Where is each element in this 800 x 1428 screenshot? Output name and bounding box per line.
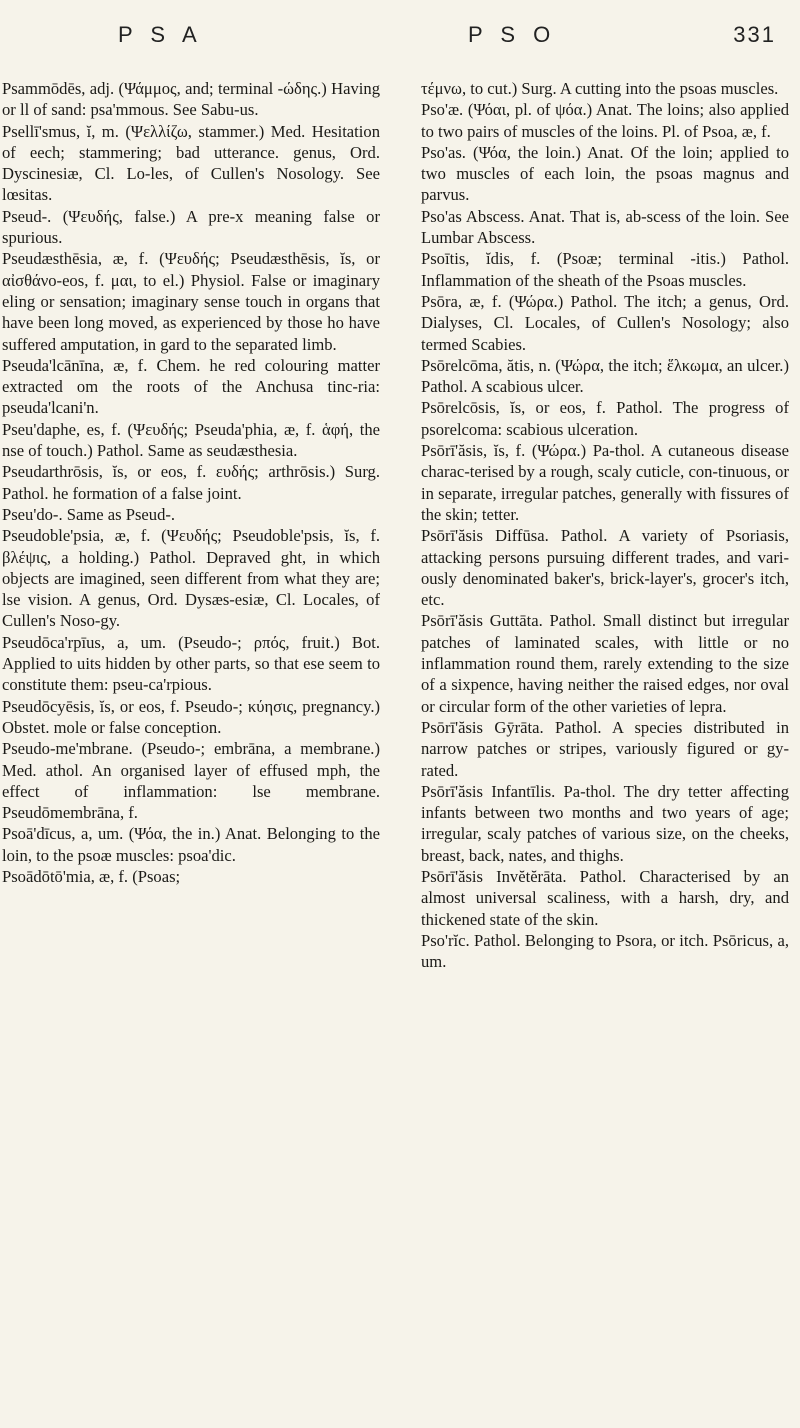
dictionary-entry: Psoītis, ĭdis, f. (Psoæ; terminal -itis.) Pathol. Inflammation of the sheath of the Psoas muscles. bbox=[421, 249, 789, 290]
dictionary-entry: Pso'as Abscess. Anat. That is, ab-scess of the loin. See Lumbar Abscess. bbox=[421, 206, 789, 248]
dictionary-entry: Psoādōtō'mia, æ, f. (Psoas; bbox=[2, 866, 181, 886]
running-head-left: P S A bbox=[118, 22, 203, 47]
dictionary-entry: Pseud-. (Ψευδής, false.) A pre-x meaning false or spurious. bbox=[2, 206, 380, 248]
dictionary-entry: τέμνω, to cut.) Surg. A cutting into the psoas muscles. bbox=[421, 79, 779, 98]
dictionary-entry: Psōra, æ, f. (Ψώρα.) Pathol. The itch; a genus, Ord. Dialyses, Cl. Locales, of Cullen's Nosology; also termed Scabies. bbox=[421, 291, 789, 354]
dictionary-entry: Psoā'dīcus, a, um. (Ψόα, the in.) Anat. Belonging to the loin, to the psoæ muscles: psoa'dic. bbox=[2, 824, 380, 865]
dictionary-entry: Pseudōca'rpīus, a, um. (Pseudo-; ρπός, fruit.) Bot. Applied to uits hidden by other parts, so that ese seem to constitute them: pseu-ca'rpious. bbox=[2, 632, 380, 695]
dictionary-entry: Psōrelcōsis, ĭs, or eos, f. Pathol. The progress of psorelcoma: scabious ulceration. bbox=[421, 398, 789, 439]
dictionary-entry: Pso'as. (Ψόα, the loin.) Anat. Of the loin; applied to two muscles of each loin, the psoas magnus and parvus. bbox=[421, 142, 789, 205]
dictionary-entry: Pseu'daphe, es, f. (Ψευδής; Pseuda'phia, æ, f. ἁφή, the nse of touch.) Pathol. Same as seudæsthesia. bbox=[2, 419, 380, 461]
dictionary-entry: Psōrī'ăsis Gȳrāta. Pathol. A species distributed in narrow patches or stripes, variously figured or gy-rated. bbox=[421, 717, 789, 780]
dictionary-entry: Pseudoble'psia, æ, f. (Ψευδής; Pseudoble'psis, ĭs, f. βλέψις, a holding.) Pathol. Depraved ght, in which objects are imagined, seen different from what they are; lse vision. A genus, Ord. Dysæs-esiæ, Cl. Locales, of Cullen's Noso-gy. bbox=[2, 526, 380, 631]
dictionary-entry: Pseudo-me'mbrane. (Pseudo-; embrāna, a membrane.) Med. athol. An organised layer of effused mph, the effect of inflammation: lse membrane. Pseudōmembrāna, f. bbox=[2, 739, 380, 823]
dictionary-entry: Pseuda'lcānīna, æ, f. Chem. he red colouring matter extracted om the roots of the Anchusa tinc-ria: pseuda'lcani'n. bbox=[2, 355, 380, 418]
dictionary-entry: Psammōdēs, adj. (Ψάμμος, and; terminal -ώδης.) Having or ll of sand: psa'mmous. See Sabu-us. bbox=[2, 79, 380, 120]
dictionary-entry: Psōrī'ăsis Infantīlis. Pa-thol. The dry tetter affecting infants between two months and two years of age; irregular, scaly patches of various size, on the cheeks, breast, back, nates, and thighs. bbox=[421, 781, 789, 865]
right-column bbox=[421, 78, 789, 1418]
running-head-right: P S O bbox=[468, 22, 557, 47]
dictionary-entry: Pseudæsthēsia, æ, f. (Ψευδής; Pseudæsthēsis, ĭs, or αἰσθάνο-eos, f. μαι, to el.) Physiol. False or imaginary eling or sensation; imaginary sense touch in organs that have been long moved, as experienced by those ho have suffered amputation, in gard to the separated limb. bbox=[2, 249, 380, 354]
dictionary-entry: Psōrī'ăsis Diffūsa. Pathol. A variety of Psoriasis, attacking persons pursuing different trades, and vari-ously denominated baker's, brick-layer's, grocer's itch, etc. bbox=[421, 526, 789, 610]
left-column bbox=[0, 78, 380, 1418]
dictionary-entry: Psōrī'ăsis, ĭs, f. (Ψώρα.) Pa-thol. A cutaneous disease charac-terised by a rough, scaly cuticle, con-tinuous, or in separate, irregular patches, generally with fissures of the skin; tetter. bbox=[421, 441, 789, 524]
dictionary-entry: Psōrelcōma, ătis, n. (Ψώρα, the itch; ἕλκωμα, an ulcer.) Pathol. A scabious ulcer. bbox=[421, 355, 789, 397]
dictionary-entry: Pseu'do-. Same as Pseud-. bbox=[2, 504, 176, 524]
dictionary-entry: Psōrī'ăsis Guttāta. Pathol. Small distinct but irregular patches of laminated scales, with little or no inflammation round them, rarely extending to the size of a sixpence, having neither the raised edges, nor oval or circular form of the other varieties of lepra. bbox=[421, 611, 789, 716]
dictionary-entry: Pseudōcyēsis, ĭs, or eos, f. Pseudo-; κύησις, pregnancy.) Obstet. mole or false conception. bbox=[2, 696, 380, 737]
page-number: 331 bbox=[733, 22, 776, 47]
dictionary-entry: Pso'æ. (Ψόαι, pl. of ψόα.) Anat. The loins; also applied to two pairs of muscles of the loins. Pl. of Psoa, æ, f. bbox=[421, 100, 789, 141]
dictionary-entry: Pso'rĭc. Pathol. Belonging to Psora, or itch. Psōricus, a, um. bbox=[421, 930, 789, 972]
dictionary-entry: Pseudarthrōsis, ĭs, or eos, f. ευδής; arthrōsis.) Surg. Pathol. he formation of a false joint. bbox=[2, 462, 380, 503]
page-header bbox=[0, 22, 800, 62]
dictionary-entry: Psōrī'ăsis Invĕtĕrāta. Pathol. Characterised by an almost universal scaliness, with a harsh, dry, and thickened state of the skin. bbox=[421, 866, 789, 929]
dictionary-entry: Psellī'smus, ĭ, m. (Ψελλίζω, stammer.) Med. Hesitation of eech; stammering; bad utterance. genus, Ord. Dyscinesiæ, Cl. Lo-les, of Cullen's Nosology. See lœsitas. bbox=[2, 121, 380, 205]
